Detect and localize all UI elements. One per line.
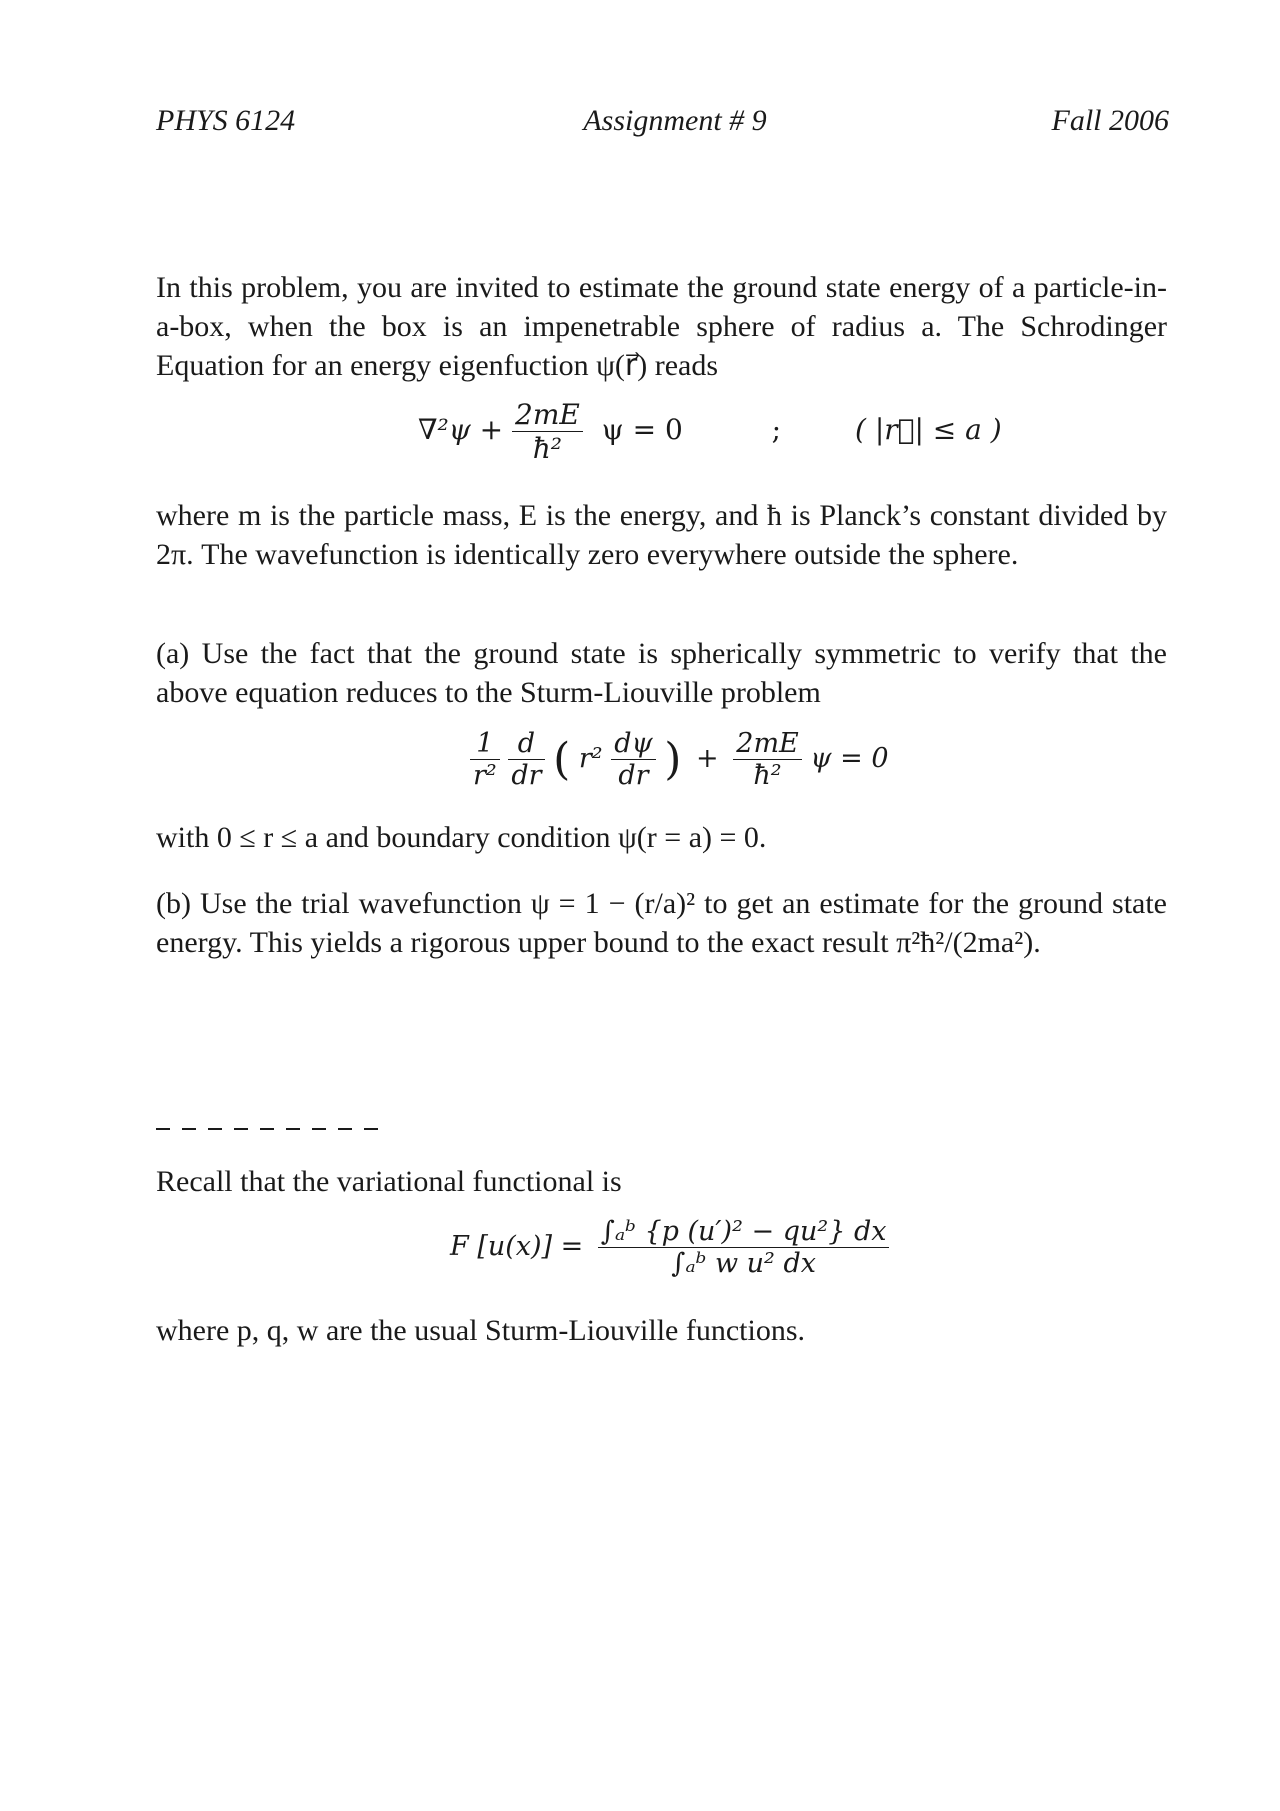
eq1-lhs: ∇²ψ +: [418, 413, 504, 446]
eq1-separator: ;: [771, 413, 782, 446]
eq2-frac-4: [733, 728, 802, 791]
eq2-frac-3-num: dψ: [611, 728, 655, 760]
assignment-title: Assignment # 9: [583, 104, 767, 137]
eq2-paren-close: ): [664, 734, 682, 785]
closing-text: where p, q, w are the usual Sturm-Liouville functions.: [156, 1314, 806, 1347]
eq1-numerator: 2mE: [512, 398, 583, 432]
eq2-rhs: ψ = 0: [810, 743, 889, 774]
eq2-frac-3-den: dr: [618, 760, 649, 791]
eq2-paren-open: (: [553, 734, 571, 785]
part-a-text: (a) Use the fact that the ground state is spherically symmetric to verify that the above equation reduces to the Sturm-Liouville problem: [156, 637, 1167, 709]
eq1-explanation: where m is the particle mass, E is the energy, and ħ is Planck’s constant divided by 2π. The wavefunction is identically zero everywhere outside the sphere.: [156, 499, 1167, 571]
eq3-lhs: F [u(x)] =: [450, 1231, 584, 1262]
eq2-plus: +: [696, 743, 719, 774]
eq2-frac-1-den: r²: [473, 760, 497, 791]
eq2-frac-1-num: 1: [470, 728, 500, 760]
eq1-denominator: ħ²: [532, 432, 563, 465]
eq3-fraction: [598, 1216, 890, 1279]
term: Fall 2006: [1051, 104, 1169, 137]
eq1-rhs: ψ = 0: [601, 413, 683, 446]
eq2-frac-4-num: 2mE: [733, 728, 802, 760]
course-code: PHYS 6124: [156, 104, 296, 137]
variational-functional: [450, 1216, 889, 1279]
recall-text: Recall that the variational functional is: [156, 1165, 622, 1198]
eq2-r-squared: r²: [578, 743, 603, 774]
sturm-liouville-equation: [470, 728, 889, 791]
separator-dashes: [156, 1128, 386, 1130]
schrodinger-equation: [418, 398, 1002, 465]
eq1-condition: ( |r⃗| ≤ a ): [855, 413, 1002, 446]
eq2-frac-1: [470, 728, 500, 791]
eq2-frac-3: [611, 728, 655, 791]
part-b-text: (b) Use the trial wavefunction ψ = 1 − (r/a)² to get an estimate for the ground state energy. This yields a rigorous upper bound to the exact result π²ħ²/(2ma²).: [156, 887, 1167, 959]
eq3-numerator: ∫ₐᵇ {p (u′)² − qu²} dx: [598, 1216, 890, 1248]
eq1-fraction: [512, 398, 583, 465]
eq2-frac-2-den: dr: [511, 760, 542, 791]
boundary-condition-text: with 0 ≤ r ≤ a and boundary condition ψ(r = a) = 0.: [156, 821, 767, 854]
eq2-frac-4-den: ħ²: [753, 760, 782, 791]
eq3-denominator: ∫ₐᵇ w u² dx: [671, 1248, 816, 1279]
eq2-frac-2-num: d: [508, 728, 544, 760]
eq2-frac-2: [508, 728, 544, 791]
intro-paragraph: In this problem, you are invited to estimate the ground state energy of a particle-in-a-box, when the box is an impenetrable sphere of radius a. The Schrodinger Equation for an energy eigenfuction ψ(r⃗) reads: [156, 271, 1167, 382]
